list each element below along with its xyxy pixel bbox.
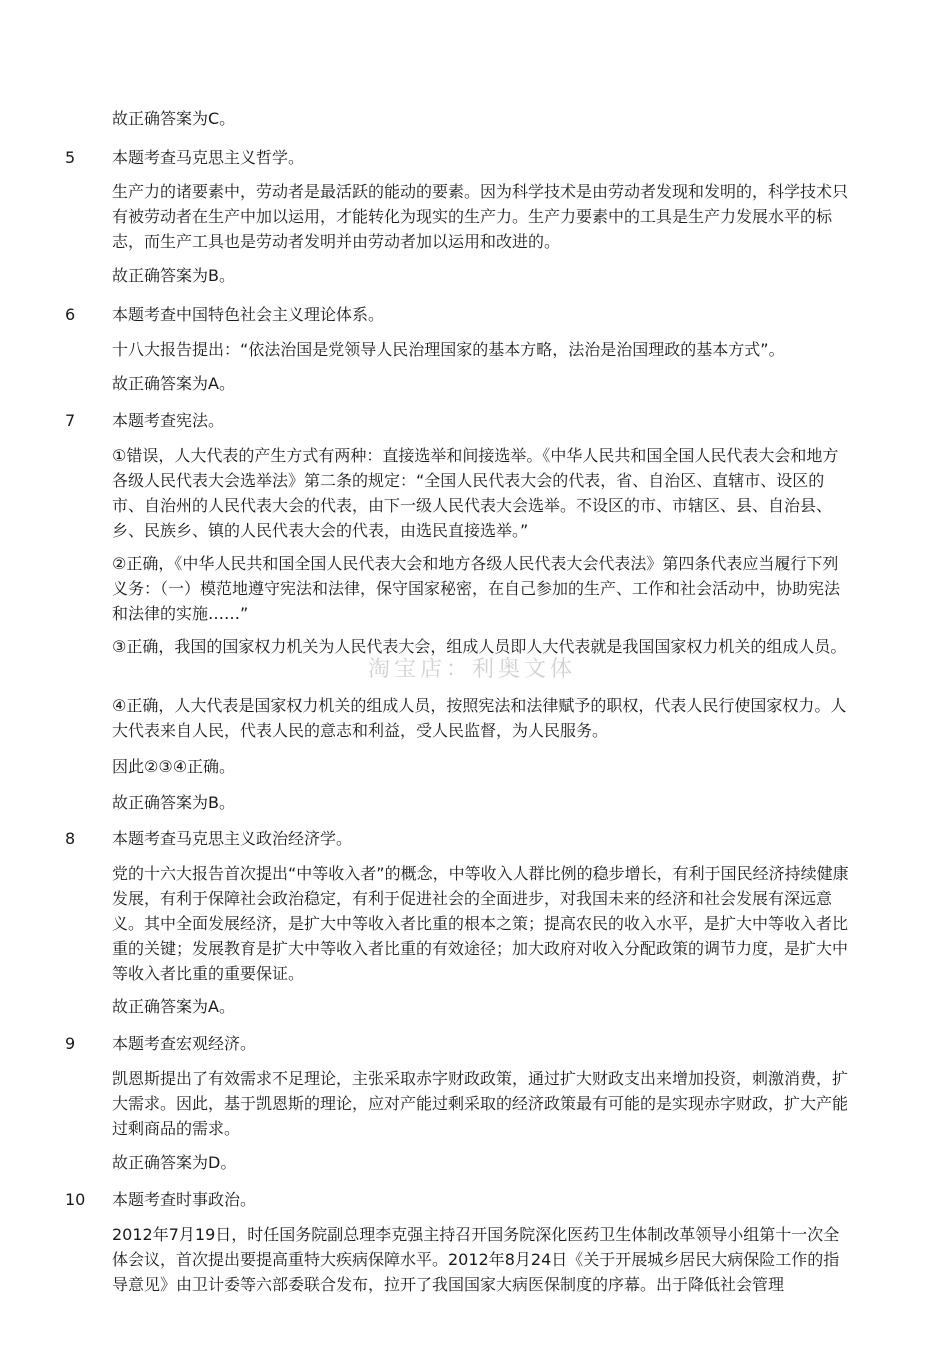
answer-line: 故正确答案为C。 [112, 109, 236, 128]
answer-line: 故正确答案为A。 [112, 374, 235, 393]
answer-line: 故正确答案为D。 [112, 1153, 237, 1172]
explanation-paragraph: 凯恩斯提出了有效需求不足理论，主张采取赤字财政政策，通过扩大财政支出来增加投资，刺激消费，扩大需求。因此，基于凯恩斯的理论，应对产能过剩采取的经济政策最有可能的是实现赤字财政，扩大产能过剩商品的需求。 [112, 1069, 849, 1138]
explanation-paragraph: 因此②③④正确。 [112, 757, 236, 776]
question-topic: 本题考查宏观经济。 [112, 1034, 257, 1053]
question-topic: 本题考查时事政治。 [112, 1190, 257, 1209]
explanation-paragraph: 生产力的诸要素中，劳动者是最活跃的能动的要素。因为科学技术是由劳动者发现和发明的，科学技术只有被劳动者在生产中加以运用，才能转化为现实的生产力。生产力要素中的工具是生产力发展水平的标志，而生产工具也是劳动者发明并由劳动者加以运用和改进的。 [112, 182, 849, 251]
explanation-paragraph: ①错误，人大代表的产生方式有两种：直接选举和间接选举。《中华人民共和国全国人民代表大会和地方各级人民代表大会选举法》第二条的规定：“全国人民代表大会的代表，省、自治区、直辖市、设区的市、自治州的人民代表大会的代表，由下一级人民代表大会选举。不设区的市、市辖区、县、自治县、乡、民族乡、镇的人民代表大会的代表，由选民直接选举。” [112, 446, 839, 540]
question-number: 8 [65, 829, 76, 848]
question-topic: 本题考查中国特色社会主义理论体系。 [112, 305, 385, 324]
question-topic: 本题考查马克思主义哲学。 [112, 148, 305, 167]
question-number: 5 [65, 148, 76, 167]
answer-line: 故正确答案为B。 [112, 793, 235, 812]
explanation-paragraph: 党的十六大报告首次提出“中等收入者”的概念，中等收入人群比例的稳步增长，有利于国民经济持续健康发展，有利于保障社会政治稳定，有利于促进社会的全面进步，对我国未来的经济和社会发展有深远意义。其中全面发展经济，是扩大中等收入者比重的根本之策；提高农民的收入水平，是扩大中等收入者比重的关键；发展教育是扩大中等收入者比重的有效途径；加大政府对收入分配政策的调节力度，是扩大中等收入者比重的重要保证。 [112, 864, 849, 983]
question-number: 7 [65, 411, 76, 430]
explanation-paragraph: 十八大报告提出：“依法治国是党领导人民治理国家的基本方略，法治是治国理政的基本方式”。 [112, 340, 785, 359]
explanation-paragraph: 2012年7月19日，时任国务院副总理李克强主持召开国务院深化医药卫生体制改革领导小组第十一次全体会议，首次提出要提高重特大疾病保障水平。2012年8月24日《关于开展城乡居民大病保险工作的指导意见》由卫计委等六部委联合发布，拉开了我国国家大病医保制度的序幕。出于降低社会管理 [112, 1225, 840, 1294]
shop-watermark: 淘宝店：利奥文体 [368, 657, 577, 682]
question-topic: 本题考查宪法。 [112, 411, 225, 430]
question-topic: 本题考查马克思主义政治经济学。 [112, 829, 353, 848]
answer-line: 故正确答案为A。 [112, 997, 235, 1016]
explanation-paragraph: ④正确，人大代表是国家权力机关的组成人员，按照宪法和法律赋予的职权，代表人民行使国家权力。人大代表来自人民，代表人民的意志和利益，受人民监督，为人民服务。 [112, 696, 847, 740]
question-number: 10 [65, 1190, 86, 1209]
question-number: 6 [65, 305, 76, 324]
explanation-paragraph: ②正确，《中华人民共和国全国人民代表大会和地方各级人民代表大会代表法》第四条代表应当履行下列义务：（一）模范地遵守宪法和法律，保守国家秘密，在自己参加的生产、工作和社会活动中，协助宪法和法律的实施……” [112, 554, 841, 623]
answer-line: 故正确答案为B。 [112, 266, 235, 285]
question-number: 9 [65, 1034, 76, 1053]
explanation-paragraph: ③正确，我国的国家权力机关为人民代表大会，组成人员即人大代表就是我国国家权力机关的组成人员。 [112, 637, 847, 656]
